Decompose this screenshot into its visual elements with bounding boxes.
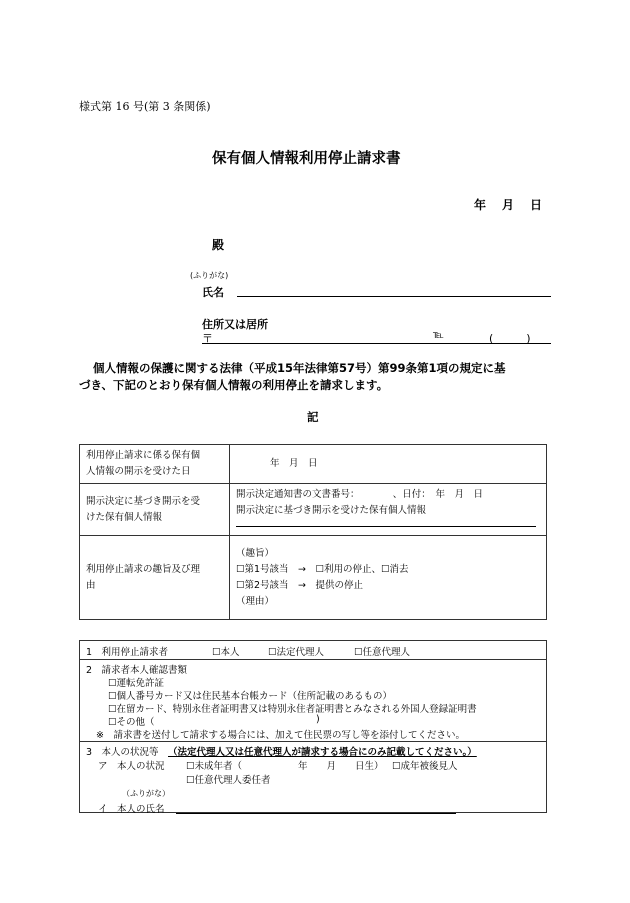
table-value-cell[interactable]	[230, 484, 547, 536]
section3-name-underline[interactable]	[176, 813, 456, 814]
section3-a-principal[interactable]: ☐任意代理人委任者	[186, 775, 271, 786]
address-underline	[202, 343, 551, 344]
section1-option-legal[interactable]: ☐法定代理人	[268, 647, 325, 658]
section3-a-label: ア 本人の状況	[98, 761, 165, 772]
section2-label: 2 請求者本人確認書類	[86, 665, 188, 676]
table-row	[80, 484, 547, 536]
table-label-cell	[80, 445, 230, 484]
page-title: 保有個人情報利用停止請求書	[212, 151, 401, 167]
section1-option-self[interactable]: ☐本人	[212, 647, 240, 658]
section3-row	[80, 742, 546, 814]
name-label: 氏名	[202, 286, 224, 299]
tel-mark: ℡	[433, 330, 444, 341]
section3-furigana: （ふりがな）	[122, 789, 170, 798]
row2-label-2: けた保有個人情報	[86, 511, 163, 523]
row2-value-1: 開示決定通知書の文書番号： 、日付： 年 月 日	[236, 488, 484, 500]
row1-value: 年 月 日	[270, 458, 318, 469]
row3-shushi: （趣旨）	[236, 547, 275, 559]
row1-label-2: 人情報の開示を受けた日	[86, 466, 191, 477]
section2-item-other-close: )	[316, 714, 320, 725]
requester-info-box	[79, 640, 547, 813]
section1-label: 1 利用停止請求者	[86, 647, 169, 658]
row3-label-2: 由	[86, 579, 96, 591]
section3-i-label: イ 本人の氏名	[98, 804, 165, 815]
table-value-cell[interactable]	[230, 536, 547, 620]
section2-item-residence-card[interactable]: ☐在留カード、特別永住者証明書又は特別永住者証明書とみなされる外国人登録証明書	[108, 704, 477, 715]
intro-line-1: 個人情報の保護に関する法律（平成15年法律第57号）第99条第1項の規定に基	[93, 361, 506, 375]
row2-value-2: 開示決定に基づき開示を受けた保有個人情報	[236, 504, 427, 516]
row3-option-2[interactable]: ☐第2号該当 → 提供の停止	[236, 579, 364, 591]
date-line: 年 月 日	[474, 198, 545, 212]
request-detail-table	[79, 444, 547, 620]
table-label-cell	[80, 484, 230, 536]
section2-item-license[interactable]: ☐運転免許証	[108, 678, 165, 689]
row3-label-1: 利用停止請求の趣旨及び理	[86, 563, 201, 575]
row3-riyu: （理由）	[236, 595, 275, 607]
ki-heading: 記	[307, 410, 319, 424]
section1-option-voluntary[interactable]: ☐任意代理人	[354, 647, 411, 658]
intro-line-2: づき、下記のとおり保有個人情報の利用停止を請求します。	[79, 378, 389, 392]
row2-label-1: 開示決定に基づき開示を受	[86, 495, 201, 507]
section1-row	[80, 641, 546, 660]
table-row	[80, 445, 547, 484]
table-row	[80, 536, 547, 620]
tel-parens: ( )	[489, 332, 531, 345]
section3-a-adult-ward[interactable]: ☐成年被後見人	[392, 761, 458, 772]
form-number: 様式第 16 号(第 3 条関係)	[79, 100, 211, 113]
furigana-label: (ふりがな)	[190, 271, 229, 280]
section2-item-mynumber[interactable]: ☐個人番号カード又は住民基本台帳カード（住所記載のあるもの）	[108, 691, 393, 702]
address-label: 住所又は居所	[202, 318, 268, 331]
section3-label: 3 本人の状況等	[86, 747, 159, 758]
row1-label-1: 利用停止請求に係る保有個	[86, 450, 201, 461]
section2-note: ※ 請求書を送付して請求する場合には、加えて住民票の写し等を添付してください。	[96, 730, 465, 741]
table-value-cell[interactable]	[230, 445, 547, 484]
name-underline	[237, 296, 551, 297]
table-label-cell	[80, 536, 230, 620]
section2-row	[80, 660, 546, 742]
section3-a-minor[interactable]: ☐未成年者（	[186, 761, 243, 772]
row3-option-1[interactable]: ☐第1号該当 → ☐利用の停止、☐消去	[236, 563, 409, 575]
section2-item-other[interactable]: ☐その他（	[108, 717, 155, 728]
section3-a-birthdate: 年 月 日生）	[298, 761, 384, 772]
section3-label-note: （法定代理人又は任意代理人が請求する場合にのみ記載してください。）	[168, 747, 477, 758]
postal-mark: 〒	[202, 332, 213, 345]
addressee: 殿	[212, 238, 225, 252]
row2-underline	[236, 526, 536, 527]
